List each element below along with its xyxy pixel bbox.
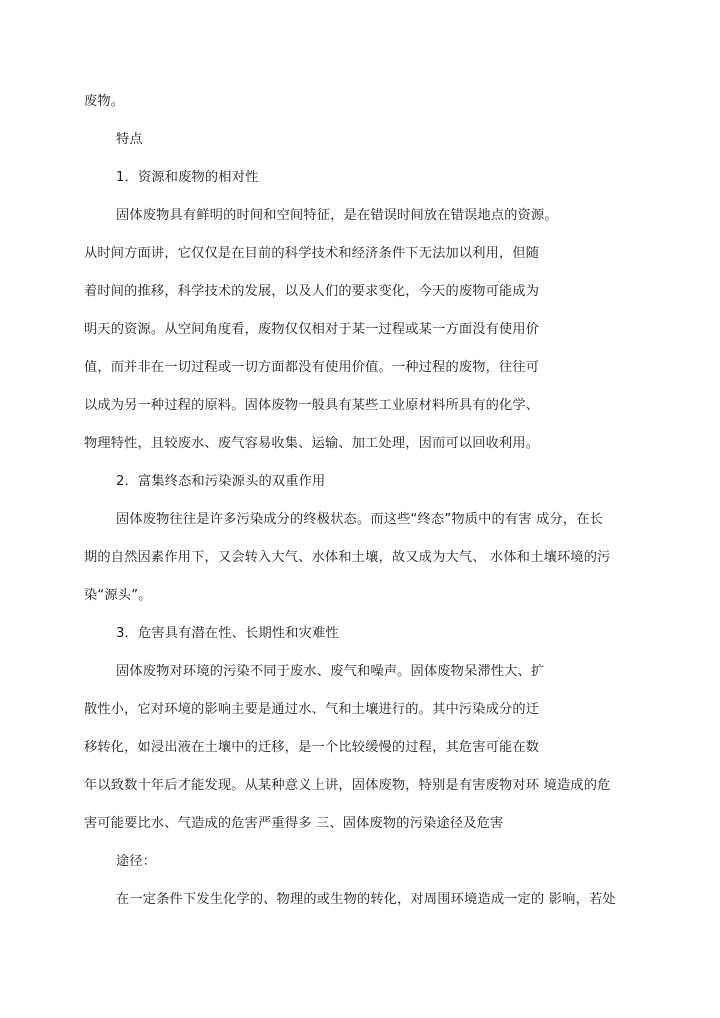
text-line-5: 从时间方面讲，它仅仅是在目前的科学技术和经济条件下无法加以利用，但随 bbox=[84, 246, 540, 261]
text-line-4: 固体废物具有鲜明的时间和空间特征，是在错误时间放在错误地点的资源。 bbox=[116, 208, 558, 223]
text-line-1: 废物。 bbox=[84, 94, 125, 109]
text-line-17: 散性小，它对环境的影响主要是通过水、气和土壤进行的。其中污染成分的迁 bbox=[84, 702, 540, 717]
text-line-10: 物理特性，且较废水、废气容易收集、运输、加工处理，因而可以回收利用。 bbox=[84, 436, 540, 451]
subheading-2: 2．富集终态和污染源头的双重作用 bbox=[116, 474, 326, 489]
text-line-16: 固体废物对环境的污染不同于废水、废气和噪声。固体废物呆滞性大、扩 bbox=[116, 664, 545, 679]
subheading-3: 3．危害具有潜在性、长期性和灾难性 bbox=[116, 626, 339, 641]
text-line-13: 期的自然因素作用下，又会转入大气、水体和土壤，故又成为大气、 水体和土壤环境的污 bbox=[84, 550, 611, 565]
text-line-20: 害可能要比水、气造成的危害严重得多 三、固体废物的污染途径及危害 bbox=[84, 816, 504, 831]
section-heading-features: 特点 bbox=[116, 132, 143, 147]
text-line-6: 着时间的推移，科学技术的发展，以及人们的要求变化，今天的废物可能成为 bbox=[84, 284, 540, 299]
subheading-1: 1．资源和废物的相对性 bbox=[116, 170, 259, 185]
text-line-8: 值，而并非在一切过程或一切方面都没有使用价值。一种过程的废物，往往可 bbox=[84, 360, 540, 375]
text-line-14: 染“源头”。 bbox=[84, 588, 152, 603]
text-line-12: 固体废物往往是许多污染成分的终极状态。而这些“终态”物质中的有害 成分，在长 bbox=[116, 512, 604, 527]
text-line-9: 以成为另一种过程的原料。固体废物一般具有某些工业原材料所具有的化学、 bbox=[84, 398, 540, 413]
text-line-22: 在一定条件下发生化学的、物理的或生物的转化，对周围环境造成一定的 影响，若处 bbox=[116, 892, 616, 907]
text-line-21: 途径： bbox=[116, 854, 157, 869]
text-line-7: 明天的资源。从空间角度看，废物仅仅相对于某一过程或某一方面没有使用价 bbox=[84, 322, 540, 337]
text-line-18: 移转化，如浸出液在土壤中的迁移，是一个比较缓慢的过程，其危害可能在数 bbox=[84, 740, 540, 755]
text-line-19: 年以致数十年后才能发现。从某种意义上讲，固体废物，特别是有害废物对环 境造成的危 bbox=[84, 778, 611, 793]
